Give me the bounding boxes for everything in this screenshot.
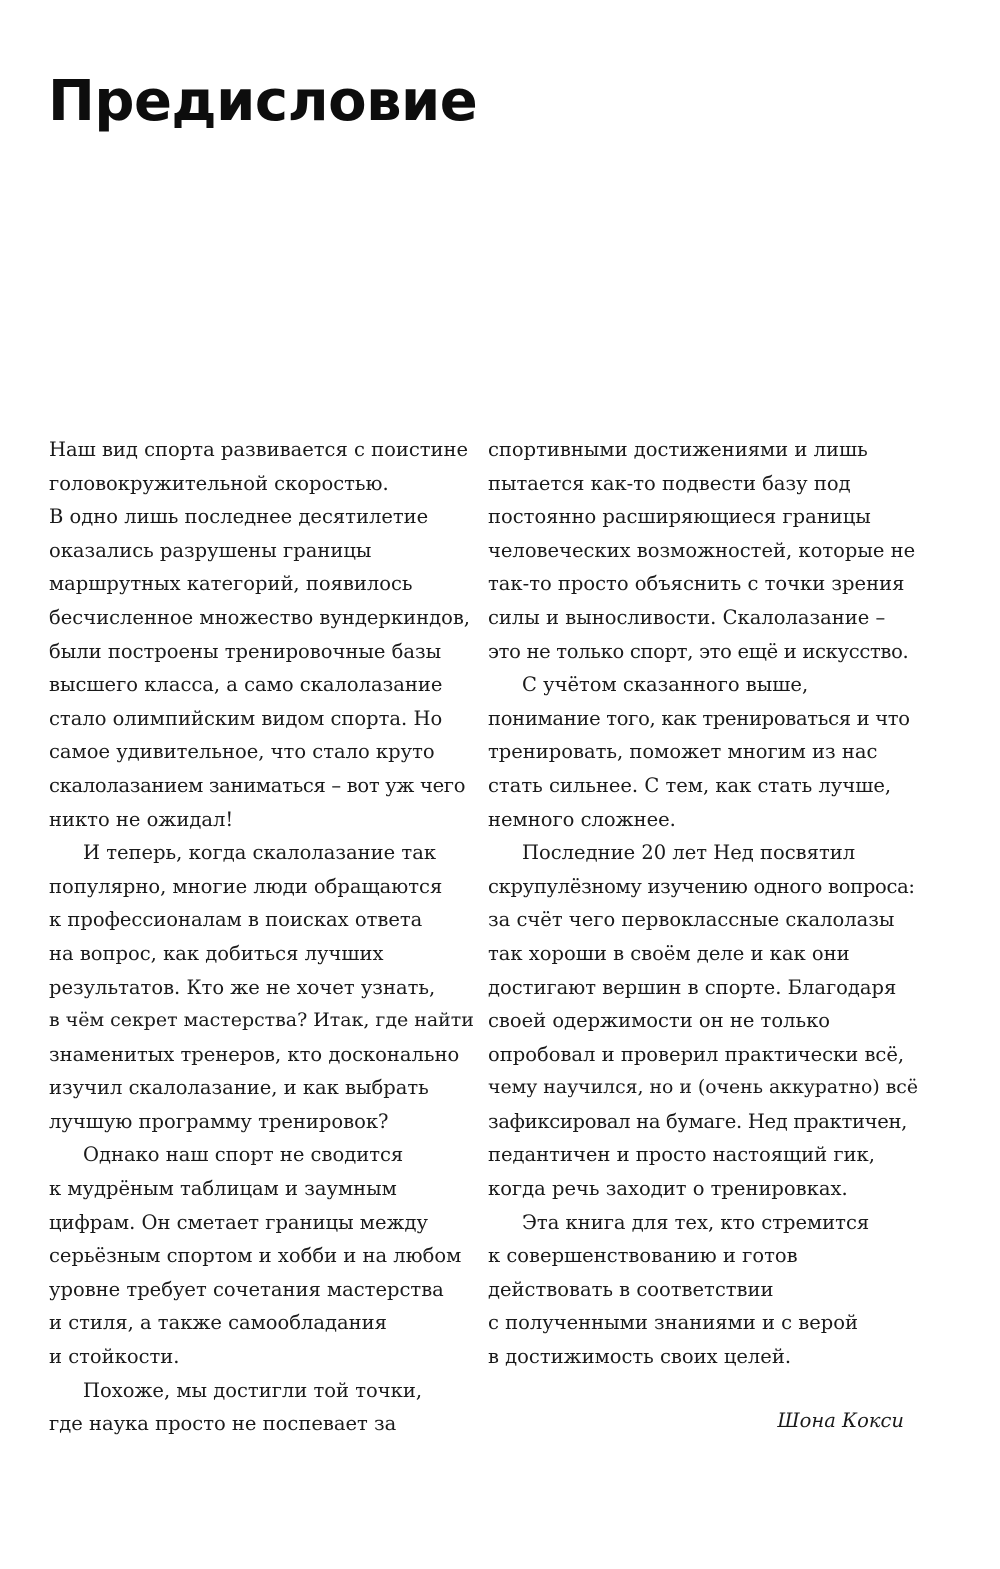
text-line: В одно лишь последнее десятилетие	[49, 505, 429, 529]
text-line: были построены тренировочные базы	[49, 639, 442, 663]
text-line: зафиксировал на бумаге. Нед практичен,	[488, 1109, 908, 1133]
paragraph-first-line: Последние 20 лет Нед посвятил	[522, 841, 856, 865]
text-line: опробовал и проверил практически всё,	[488, 1042, 905, 1066]
text-line: педантичен и просто настоящий гик,	[488, 1143, 875, 1167]
text-line: к мудрёным таблицам и заумным	[49, 1177, 397, 1201]
text-line: знаменитых тренеров, кто досконально	[49, 1042, 460, 1066]
text-line: серьёзным спортом и хобби и на любом	[49, 1244, 462, 1268]
text-line: тренировать, поможет многим из нас	[488, 740, 878, 764]
text-line: Наш вид спорта развивается с поистине	[49, 438, 469, 461]
text-line: и стиля, а также самообладания	[49, 1311, 387, 1335]
text-line: скрупулёзному изучению одного вопроса:	[488, 874, 915, 898]
text-column-left	[49, 433, 474, 1441]
paragraph-first-line: Однако наш спорт не сводится	[83, 1143, 404, 1167]
text-line: изучил скалолазание, и как выбрать	[49, 1076, 429, 1100]
text-line: скалолазанием заниматься – вот уж чего	[49, 773, 466, 797]
text-line: с полученными знаниями и с верой	[488, 1311, 858, 1335]
text-line: маршрутных категорий, появилось	[49, 572, 413, 596]
text-line: результатов. Кто же не хочет узнать,	[49, 975, 436, 999]
text-line: никто не ожидал!	[49, 807, 234, 831]
text-line: популярно, многие люди обращаются	[49, 874, 443, 898]
text-line: чему научился, но и (очень аккуратно) всё	[488, 1077, 918, 1099]
text-line: в достижимость своих целей.	[488, 1345, 792, 1369]
text-line: оказались разрушены границы	[49, 538, 372, 562]
text-line: понимание того, как тренироваться и что	[488, 706, 910, 730]
text-line: на вопрос, как добиться лучших	[49, 941, 384, 965]
page-title: Предисловие	[48, 69, 478, 134]
paragraph-first-line: И теперь, когда скалолазание так	[83, 841, 437, 865]
text-line: это не только спорт, это ещё и искусство.	[488, 639, 909, 663]
text-line: силы и выносливости. Скалолазание –	[488, 605, 886, 629]
text-line: пытается как-то подвести базу под	[488, 471, 851, 495]
paragraph-first-line: Похоже, мы достигли той точки,	[83, 1378, 423, 1402]
text-line: самое удивительное, что стало круто	[49, 740, 435, 764]
paragraph-first-line: Эта книга для тех, кто стремится	[522, 1210, 870, 1234]
text-line: высшего класса, а само скалолазание	[49, 673, 443, 697]
paragraph-first-line: С учётом сказанного выше,	[522, 673, 809, 697]
text-line: и стойкости.	[49, 1345, 180, 1369]
text-line: так-то просто объяснить с точки зрения	[488, 572, 905, 596]
text-line: бесчисленное множество вундеркиндов,	[49, 605, 471, 629]
text-line: в чём секрет мастерства? Итак, где найти	[49, 1009, 474, 1032]
text-line: головокружительной скоростью.	[49, 471, 389, 495]
text-line: человеческих возможностей, которые не	[488, 538, 916, 562]
text-line: стало олимпийским видом спорта. Но	[49, 706, 443, 730]
text-line: к профессионалам в поисках ответа	[49, 908, 423, 932]
text-line: достигают вершин в спорте. Благодаря	[488, 975, 897, 999]
text-line: спортивными достижениями и лишь	[488, 438, 868, 461]
text-line: когда речь заходит о тренировках.	[488, 1177, 848, 1201]
text-line: уровне требует сочетания мастерства	[49, 1277, 444, 1301]
text-line: за счёт чего первоклассные скалолазы	[488, 908, 895, 932]
text-line: где наука просто не поспевает за	[49, 1412, 397, 1436]
author-signature: Шона Кокси	[777, 1409, 904, 1432]
text-line: действовать в соответствии	[488, 1277, 774, 1301]
text-line: к совершенствованию и готов	[488, 1244, 798, 1268]
text-line: постоянно расширяющиеся границы	[488, 505, 871, 529]
text-line: так хороши в своём деле и как они	[488, 941, 850, 965]
text-line: своей одержимости он не только	[488, 1009, 831, 1033]
text-line: немного сложнее.	[488, 807, 676, 831]
text-line: цифрам. Он сметает границы между	[49, 1210, 428, 1234]
text-line: лучшую программу тренировок?	[49, 1109, 389, 1133]
text-column-right	[488, 433, 918, 1374]
text-line: стать сильнее. С тем, как стать лучше,	[488, 773, 892, 797]
